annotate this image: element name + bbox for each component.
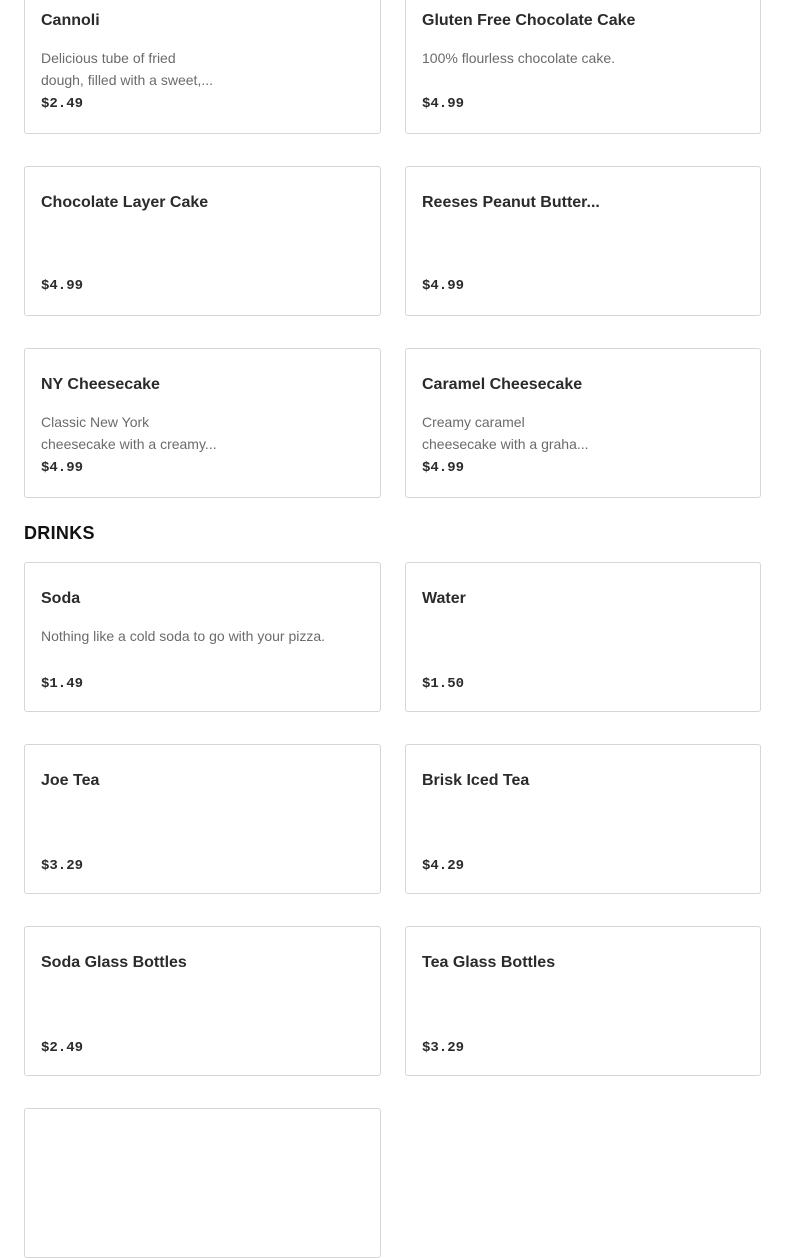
- menu-item-price: $1.49: [41, 676, 84, 692]
- menu-item-card-brisk-iced-tea[interactable]: [405, 744, 761, 894]
- menu-item-card-caramel-cheesecake[interactable]: [405, 348, 761, 498]
- description-line: Nothing like a cold soda to go with your pizza.: [41, 628, 326, 644]
- menu-item-description: [41, 625, 361, 647]
- description-line: dough, filled with a sweet,...: [41, 72, 213, 88]
- menu-item-description: [41, 411, 231, 455]
- menu-item-price: $3.29: [41, 858, 84, 874]
- menu-item-name: Soda Glass Bottles: [41, 954, 187, 971]
- menu-item-name: Tea Glass Bottles: [422, 954, 556, 971]
- menu-item-name: Soda: [41, 590, 81, 607]
- menu-item-card-cannoli[interactable]: [24, 0, 381, 134]
- menu-item-price: $4.99: [41, 460, 84, 476]
- description-line: 100% flourless chocolate cake.: [422, 50, 615, 66]
- menu-item-card-ny-cheesecake[interactable]: [24, 348, 381, 498]
- menu-item-price: $2.49: [41, 1040, 84, 1056]
- menu-item-price: $4.99: [422, 96, 465, 112]
- menu-item-name: Caramel Cheesecake: [422, 376, 583, 393]
- menu-item-price: $4.99: [422, 460, 465, 476]
- menu-item-price: $4.29: [422, 858, 465, 874]
- description-line: cheesecake with a graha...: [422, 436, 589, 452]
- menu-item-card-soda[interactable]: [24, 562, 381, 712]
- menu-item-name: Gluten Free Chocolate Cake: [422, 12, 636, 29]
- menu-item-description: [422, 411, 612, 455]
- menu-item-price: $1.50: [422, 676, 465, 692]
- menu-item-card-partial[interactable]: [24, 1108, 381, 1258]
- menu-item-card-joe-tea[interactable]: [24, 744, 381, 894]
- menu-item-name: Water: [422, 590, 466, 607]
- menu-item-card-reeses-peanut-butter[interactable]: [405, 166, 761, 316]
- description-line: Classic New York: [41, 414, 150, 430]
- menu-item-card-gluten-free-chocolate-cake[interactable]: [405, 0, 761, 134]
- menu-item-description: [41, 47, 231, 91]
- menu-item-price: $4.99: [41, 278, 84, 294]
- menu-item-name: NY Cheesecake: [41, 376, 160, 393]
- menu-item-name: Reeses Peanut Butter...: [422, 194, 600, 211]
- menu-item-card-tea-glass-bottles[interactable]: [405, 926, 761, 1076]
- menu-item-name: Chocolate Layer Cake: [41, 194, 209, 211]
- section-title-drinks: DRINKS: [24, 523, 95, 543]
- menu-item-card-soda-glass-bottles[interactable]: [24, 926, 381, 1076]
- menu-item-name: Joe Tea: [41, 772, 100, 789]
- menu-item-name: Cannoli: [41, 12, 100, 29]
- description-line: Delicious tube of fried: [41, 50, 176, 66]
- menu-item-price: $2.49: [41, 96, 84, 112]
- menu-item-card-chocolate-layer-cake[interactable]: [24, 166, 381, 316]
- menu-item-price: $3.29: [422, 1040, 465, 1056]
- description-line: cheesecake with a creamy...: [41, 436, 217, 452]
- menu-item-description: [422, 47, 742, 69]
- description-line: Creamy caramel: [422, 414, 525, 430]
- menu-item-card-water[interactable]: [405, 562, 761, 712]
- menu-item-price: $4.99: [422, 278, 465, 294]
- menu-item-name: Brisk Iced Tea: [422, 772, 530, 789]
